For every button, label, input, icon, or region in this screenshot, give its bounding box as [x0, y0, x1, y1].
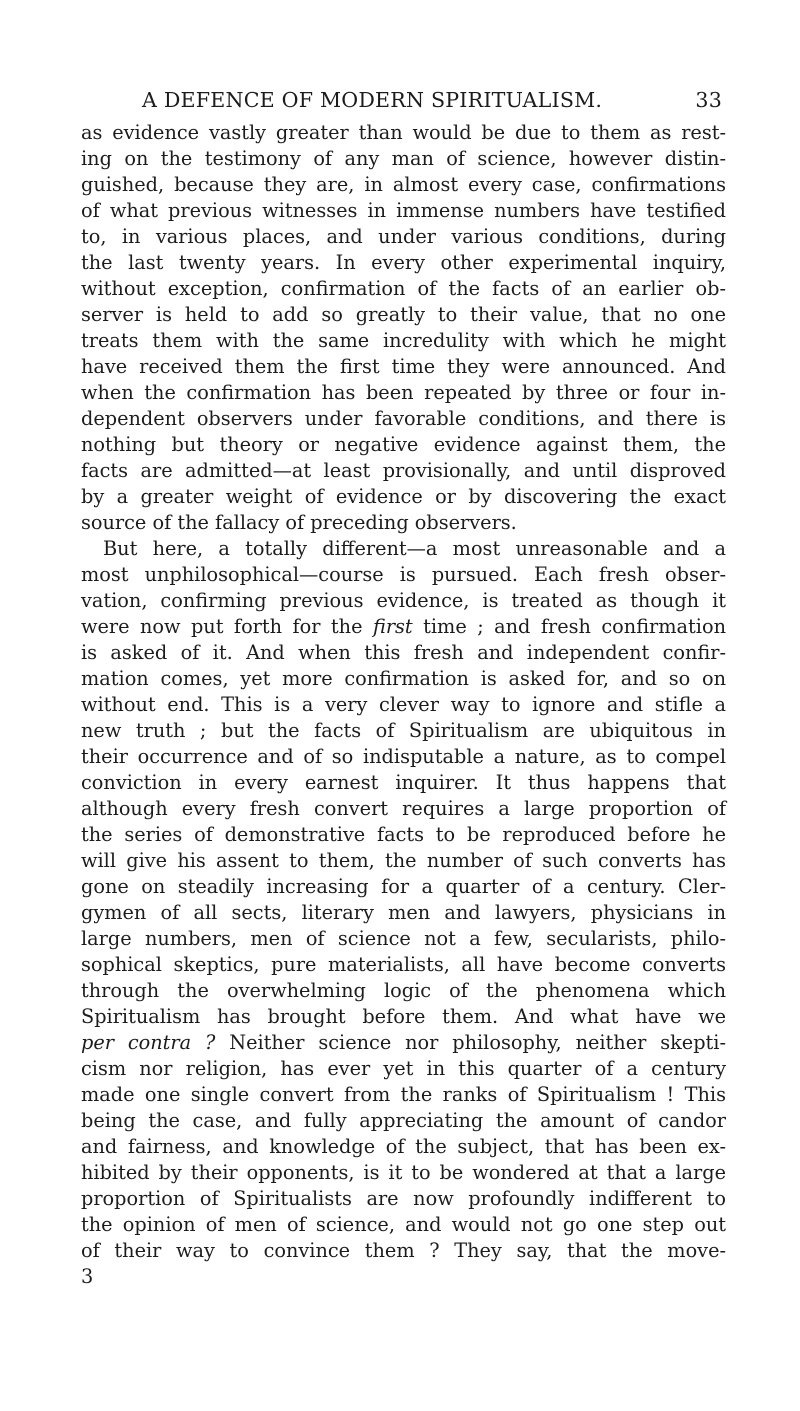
text-line: made one single convert from the ranks of Spiritualism ! This [81, 1083, 726, 1106]
text-line: their occurrence and of so indisputable a nature, as to compel [81, 745, 726, 768]
text-line: large numbers, men of science not a few, secularists, philo- [81, 927, 726, 950]
italic-text-run: first [372, 615, 413, 638]
text-run: were now put forth for the [81, 615, 373, 638]
text-line: nothing but theory or negative evidence against them, the [81, 433, 726, 456]
text-run: Neither science nor philosophy, neither skepti- [215, 1031, 726, 1054]
text-line: the last twenty years. In every other experimental inquiry, [81, 251, 726, 274]
text-line: hibited by their opponents, is it to be wondered at that a large [81, 1161, 726, 1184]
text-line: of their way to convince them ? They say, that the move- [81, 1239, 726, 1262]
text-line [81, 1030, 726, 1056]
text-line: as evidence vastly greater than would be due to them as rest- [81, 121, 726, 144]
text-line: cism nor religion, has ever yet in this quarter of a century [81, 1057, 726, 1080]
text-line: when the confirmation has been repeated by three or four in- [81, 381, 726, 404]
text-line: dependent observers under favorable conditions, and there is [81, 407, 726, 430]
text-line: by a greater weight of evidence or by discovering the exact [81, 485, 726, 508]
signature-mark: 3 [81, 1265, 94, 1288]
text-line: ing on the testimony of any man of science, however distin- [81, 147, 726, 170]
text-line: guished, because they are, in almost every case, confirmations [81, 173, 726, 196]
text-line: facts are admitted—at least provisionally, and until disproved [81, 459, 726, 482]
text-line: vation, confirming previous evidence, is treated as though it [81, 589, 726, 612]
text-line: most unphilosophical—course is pursued. Each fresh obser- [81, 563, 726, 586]
text-line: of what previous witnesses in immense numbers have testified [81, 199, 726, 222]
text-line: and fairness, and knowledge of the subject, that has been ex- [81, 1135, 726, 1158]
text-line: proportion of Spiritualists are now profoundly indifferent to [81, 1187, 726, 1210]
text-line [81, 614, 726, 640]
running-title: A DEFENCE OF MODERN SPIRITUALISM. [142, 88, 603, 112]
italic-text-run: per contra ? [81, 1031, 216, 1054]
text-line: without exception, confirmation of the facts of an earlier ob- [81, 277, 726, 300]
page-number: 33 [695, 88, 722, 112]
text-line: conviction in every earnest inquirer. It thus happens that [81, 771, 726, 794]
text-line: have received them the first time they were announced. And [81, 355, 726, 378]
text-line: treats them with the same incredulity with which he might [81, 329, 726, 352]
text-line: server is held to add so greatly to their value, that no one [81, 303, 726, 326]
text-line: being the case, and fully appreciating the amount of candor [81, 1109, 726, 1132]
text-line: will give his assent to them, the number of such converts has [81, 849, 726, 872]
text-line: without end. This is a very clever way to ignore and stifle a [81, 693, 726, 716]
text-line: through the overwhelming logic of the phenomena which [81, 979, 726, 1002]
text-run: time ; and fresh confirmation [412, 615, 726, 638]
text-line: sophical skeptics, pure materialists, all have become converts [81, 953, 726, 976]
body-text [81, 120, 726, 1290]
text-line: although every fresh convert requires a large proportion of [81, 797, 726, 820]
text-line: the series of demonstrative facts to be reproduced before he [81, 823, 726, 846]
text-line: mation comes, yet more confirmation is asked for, and so on [81, 667, 726, 690]
text-line: But here, a totally different—a most unreasonable and a [103, 537, 726, 560]
text-line: the opinion of men of science, and would not go one step out [81, 1213, 726, 1236]
text-line: new truth ; but the facts of Spiritualism are ubiquitous in [81, 719, 726, 742]
text-line: Spiritualism has brought before them. And what have we [81, 1005, 726, 1028]
running-head [142, 88, 722, 114]
text-line: gymen of all sects, literary men and lawyers, physicians in [81, 901, 726, 924]
text-line: to, in various places, and under various conditions, during [81, 225, 726, 248]
text-line: is asked of it. And when this fresh and independent confir- [81, 641, 726, 664]
text-line: source of the fallacy of preceding observers. [81, 511, 517, 534]
text-line: gone on steadily increasing for a quarter of a century. Cler- [81, 875, 726, 898]
